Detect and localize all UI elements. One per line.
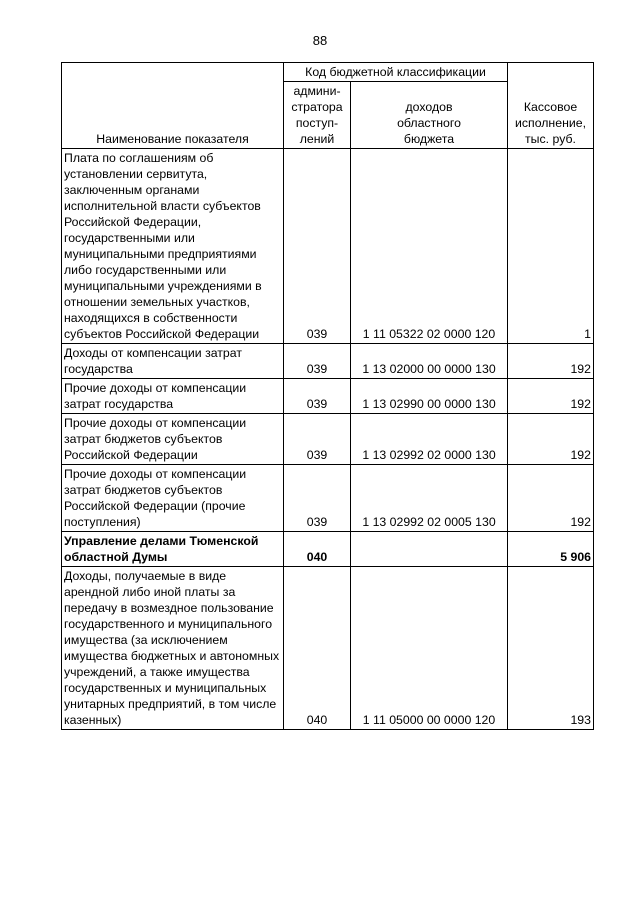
row-name: Прочие доходы от компенсации затрат бюджетов субъектов Российской Федерации [62,414,284,465]
row-admin-code: 039 [284,344,351,379]
row-amount: 192 [508,414,594,465]
table-row-section [62,532,594,567]
row-income-code: 1 11 05322 02 0000 120 [351,149,508,344]
header-cash-execution-label: Кассовое исполнение, тыс. руб. [515,100,586,146]
row-name: Доходы, получаемые в виде арендной либо иной платы за передачу в возмездное пользование государственного и муниципального имущества (за исключением имущества бюджетных и автономных учреждений, а также имущества государственных и муниципальных унитарных предприятий, в том числе казенных) [62,567,284,730]
row-name: Доходы от компенсации затрат государства [62,344,284,379]
header-name: Наименование показателя [62,63,284,149]
row-amount: 192 [508,344,594,379]
row-amount: 192 [508,379,594,414]
row-income-code: 1 13 02992 02 0005 130 [351,465,508,532]
row-income-code: 1 11 05000 00 0000 120 [351,567,508,730]
header-code-group: Код бюджетной классификации [284,63,508,82]
header-income [351,82,508,149]
row-income-code: 1 13 02990 00 0000 130 [351,379,508,414]
header-cash-execution [508,63,594,149]
row-name: Прочие доходы от компенсации затрат государства [62,379,284,414]
table-row [62,465,594,532]
table-row [62,567,594,730]
header-income-label: доходов областного бюджета [397,100,461,146]
table-row [62,414,594,465]
row-admin-code: 039 [284,149,351,344]
row-admin-code: 039 [284,465,351,532]
table-row [62,344,594,379]
row-amount: 193 [508,567,594,730]
row-income-code: 1 13 02000 00 0000 130 [351,344,508,379]
row-amount: 5 906 [508,532,594,567]
header-admin [284,82,351,149]
row-income-code [351,532,508,567]
row-admin-code: 039 [284,379,351,414]
header-row-top [62,63,594,82]
page-number: 88 [312,33,328,48]
row-amount: 1 [508,149,594,344]
row-name: Плата по соглашениям об установлении сервитута, заключенным органами исполнительной власти субъектов Российской Федерации, государственными или муниципальными предприятиями либо государственными или муниципальными учреждениями в отношении земельных участков, находящихся в собственности субъектов Российской Федерации [62,149,284,344]
header-admin-label: админи- стратора поступ- лений [291,84,343,146]
report-table [61,62,594,730]
row-admin-code: 039 [284,414,351,465]
table-row [62,149,594,344]
row-income-code: 1 13 02992 02 0000 130 [351,414,508,465]
table-row [62,379,594,414]
row-name: Прочие доходы от компенсации затрат бюджетов субъектов Российской Федерации (прочие поступления) [62,465,284,532]
row-name: Управление делами Тюменской областной Думы [62,532,284,567]
row-amount: 192 [508,465,594,532]
row-admin-code: 040 [284,567,351,730]
row-admin-code: 040 [284,532,351,567]
